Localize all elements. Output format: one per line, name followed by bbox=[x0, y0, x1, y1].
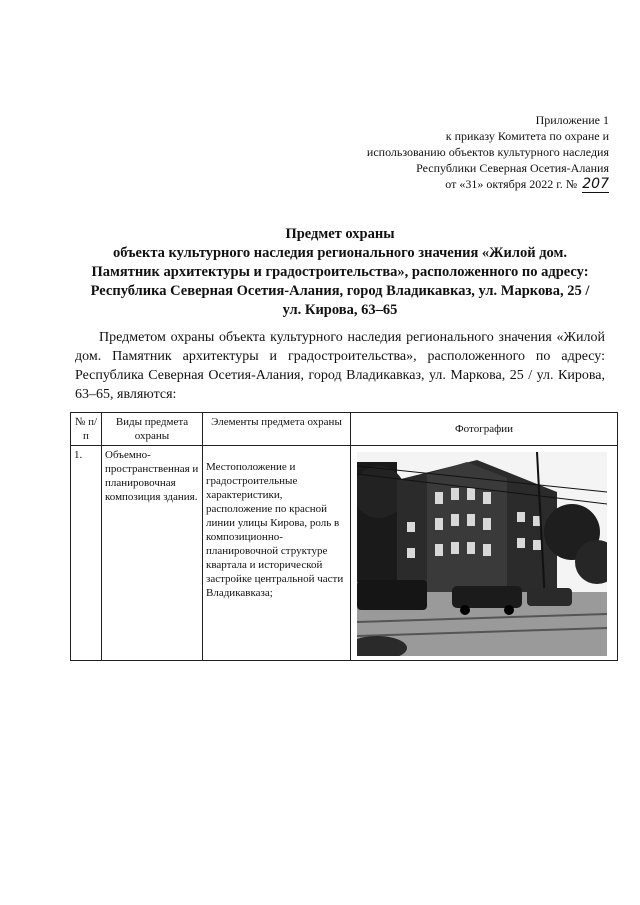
header-types: Виды предмета охраны bbox=[102, 413, 203, 446]
row-elements: Местоположение и градостроительные характеристики, расположение по красной линии улицы Кирова, роль в композиционно-планировочной структуре квартала и исторической застройке центральной части Владикавказа; bbox=[203, 446, 351, 661]
header-num: № п/п bbox=[71, 413, 102, 446]
appendix-date: от «31» октября 2022 г. № bbox=[445, 177, 578, 191]
appendix-line: Республики Северная Осетия-Алания bbox=[416, 161, 609, 175]
row-type: Объемно-пространственная и планировочная композиция здания. bbox=[102, 446, 203, 661]
title-line: Памятник архитектуры и градостроительства», расположенного по адресу: bbox=[91, 264, 589, 280]
building-photo bbox=[357, 452, 607, 656]
table-header-row bbox=[71, 413, 618, 446]
appendix-header bbox=[279, 112, 609, 193]
header-photos: Фотографии bbox=[351, 413, 618, 446]
title-line: объекта культурного наследия регионального значения «Жилой дом. bbox=[112, 245, 568, 261]
row-photo-cell bbox=[351, 446, 618, 661]
appendix-line: использованию объектов культурного наследия bbox=[366, 145, 609, 159]
appendix-line: Приложение 1 bbox=[535, 113, 609, 127]
document-title bbox=[60, 225, 620, 320]
appendix-line: к приказу Комитета по охране и bbox=[445, 129, 609, 143]
title-line: Республика Северная Осетия-Алания, город Владикавказ, ул. Маркова, 25 / bbox=[90, 283, 590, 299]
title-line: Предмет охраны bbox=[285, 226, 395, 242]
intro-paragraph: Предметом охраны объекта культурного наследия регионального значения «Жилой дом. Памятник архитектуры и градостроительства», расположенного по адресу: Республика Северная Осетия-Алания, город Владикавказ, ул. Маркова, 25 / ул. Кирова, 63–65, являются: bbox=[75, 330, 605, 402]
title-line: ул. Кирова, 63–65 bbox=[282, 302, 398, 318]
header-elements: Элементы предмета охраны bbox=[203, 413, 351, 446]
protection-table bbox=[70, 412, 618, 661]
row-num: 1. bbox=[71, 446, 102, 661]
order-number: 207 bbox=[582, 176, 609, 192]
appendix-order-line bbox=[279, 176, 609, 193]
table-row bbox=[71, 446, 618, 661]
